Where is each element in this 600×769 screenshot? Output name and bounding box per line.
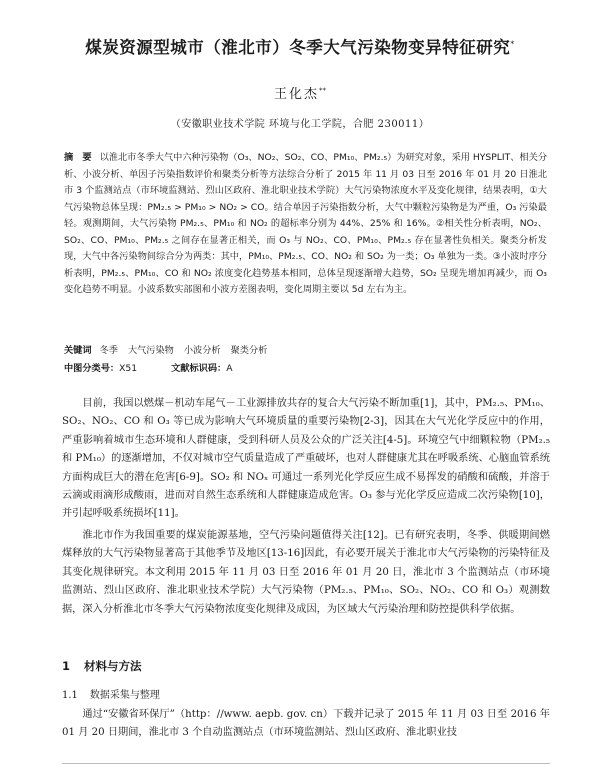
intro-paragraph-1: 目前，我国以燃煤－机动车尾气－工业源排放共存的复合大气污染不断加重[1]，其中，PM₂.₅、PM₁₀、SO₂、NO₂、CO 和 O₃ 等已成为影响大气环境质量的重要污染物[2-3]，因其在大气光化学反应中的作用，严重影响着城市生态环境和人群健康，受到科研人员及公众的广泛关注[4-5]。环境空气中细颗粒物（PM₂.₅ 和 PM₁₀）的逐渐增加，不仅对城市空气质量造成了严重破坏，也对人群健康尤其在呼吸系统、心脑血管系统方面构成巨大的潜在危害[6-9]。SO₂ 和 NOₓ 可通过一系列光化学反应生成不易挥发的硝酸和硫酸，并溶于云滴或雨滴形成酸雨，进而对自然生态系统和人群健康造成危害。O₃ 参与光化学反应造成二次污染物[10]，并引起呼吸系统损坏[11]。 — [62, 398, 550, 520]
footnote-divider — [62, 763, 550, 764]
abstract-label: 摘 要 — [64, 152, 92, 163]
abstract-text: 以淮北市冬季大气中六种污染物（O₃、NO₂、SO₂、CO、PM₁₀、PM₂.₅）为研究对象，采用 HYSPLIT、相关分析、小波分析、单因子污染指数评价和聚类分析等方法综合分析了 2015 年 11 月 03 日至 2016 年 01 月 20 日淮北市 3 个监测站点（市环境监测站、烈山区政府、淮北职业技术学院）大气污染物浓度水平及变化规律，结果表明，①大气污染物总体呈现：PM₂.₅ > PM₁₀ > NO₂ > CO。结合单因子污染指数分析，大气中颗粒污染物是为严重，O₃ 污染最轻。观测期间，大气污染物 PM₂.₅、PM₁₀ 和 NO₂ 的超标率分别为 44%、25% 和 16%。②相关性分析表明，NO₂、SO₂、CO、PM₁₀、PM₂.₅ 之间存在显著正相关，而 O₃ 与 NO₂、CO、PM₁₀、PM₂.₅ 存在显著性负相关。聚类分析发现，大气中各污染物间综合分为两类：其中，PM₁₀、PM₂.₅、CO、NO₂ 和 SO₂ 为一类；O₃ 单独为一类。③小波时序分析表明，PM₂.₅、PM₁₀、CO 和 NO₂ 浓度变化趋势基本相同，总体呈现逐渐增大趋势，SO₂ 呈现先增加再减少，而 O₃ 变化趋势不明显。小波系数实部图和小波方差图表明，变化周期主要以 5d 左右为主。 — [64, 152, 548, 295]
section-number: 1 — [62, 659, 71, 673]
intro-paragraph-2: 淮北市作为我国重要的煤炭能源基地，空气污染问题值得关注[12]。已有研究表明，冬季、供暖期间燃煤释放的大气污染物显著高于其他季节及地区[13-16]因此，有必要开展关于淮北市大气污染物的污染特征及其变化规律研究。本文利用 2015 年 11 月 03 日至 2016 年 01 月 20 日，淮北市 3 个监测站点（市环境监测站、烈山区政府、淮北职业技术学院）大气污染物（PM₂.₅、PM₁₀、SO₂、NO₂、CO 和 O₃）观测数据，深入分析淮北市冬季大气污染物浓度变化规律及成因，为区域大气污染治理和防控提供科学依据。 — [62, 530, 550, 615]
title-footnote-mark: * — [510, 39, 515, 49]
section-heading — [62, 658, 142, 674]
section-title: 材料与方法 — [84, 659, 142, 673]
doc-code-value: A — [226, 363, 233, 374]
keyword: 冬季 — [99, 345, 118, 356]
subsection-title: 数据采集与整理 — [89, 690, 160, 701]
keywords — [64, 343, 547, 359]
subsection-heading — [62, 686, 160, 701]
author-footnote-mark: ** — [319, 86, 326, 95]
classification-line — [64, 361, 547, 377]
author-name-text: 王化杰 — [273, 87, 319, 102]
keyword: 大气污染物 — [127, 345, 174, 356]
paper-title — [0, 34, 600, 58]
paper-title-text: 煤炭资源型城市（淮北市）冬季大气污染物变异特征研究 — [85, 38, 511, 57]
doc-code-label: 文献标识码： — [171, 363, 227, 374]
author-name — [0, 83, 600, 102]
author-affiliation: （安徽职业技术学院 环境与化工学院，合肥 230011） — [170, 119, 430, 130]
keyword: 聚类分析 — [230, 345, 268, 356]
methods-paragraph: 通过“安徽省环保厅”（http：//www. aepb. gov. cn）下载并记录了 2015 年 11 月 03 日至 2016 年 01 月 20 日期间，淮北市 3 个自动监测站点（市环境监测站、烈山区政府、淮北职业技 — [62, 709, 550, 739]
clc-label: 中图分类号： — [64, 363, 120, 374]
abstract — [64, 150, 547, 299]
subsection-number: 1.1 — [62, 690, 78, 701]
clc-value: X51 — [119, 363, 138, 374]
keyword: 小波分析 — [183, 345, 221, 356]
keywords-label: 关键词 — [64, 345, 92, 356]
